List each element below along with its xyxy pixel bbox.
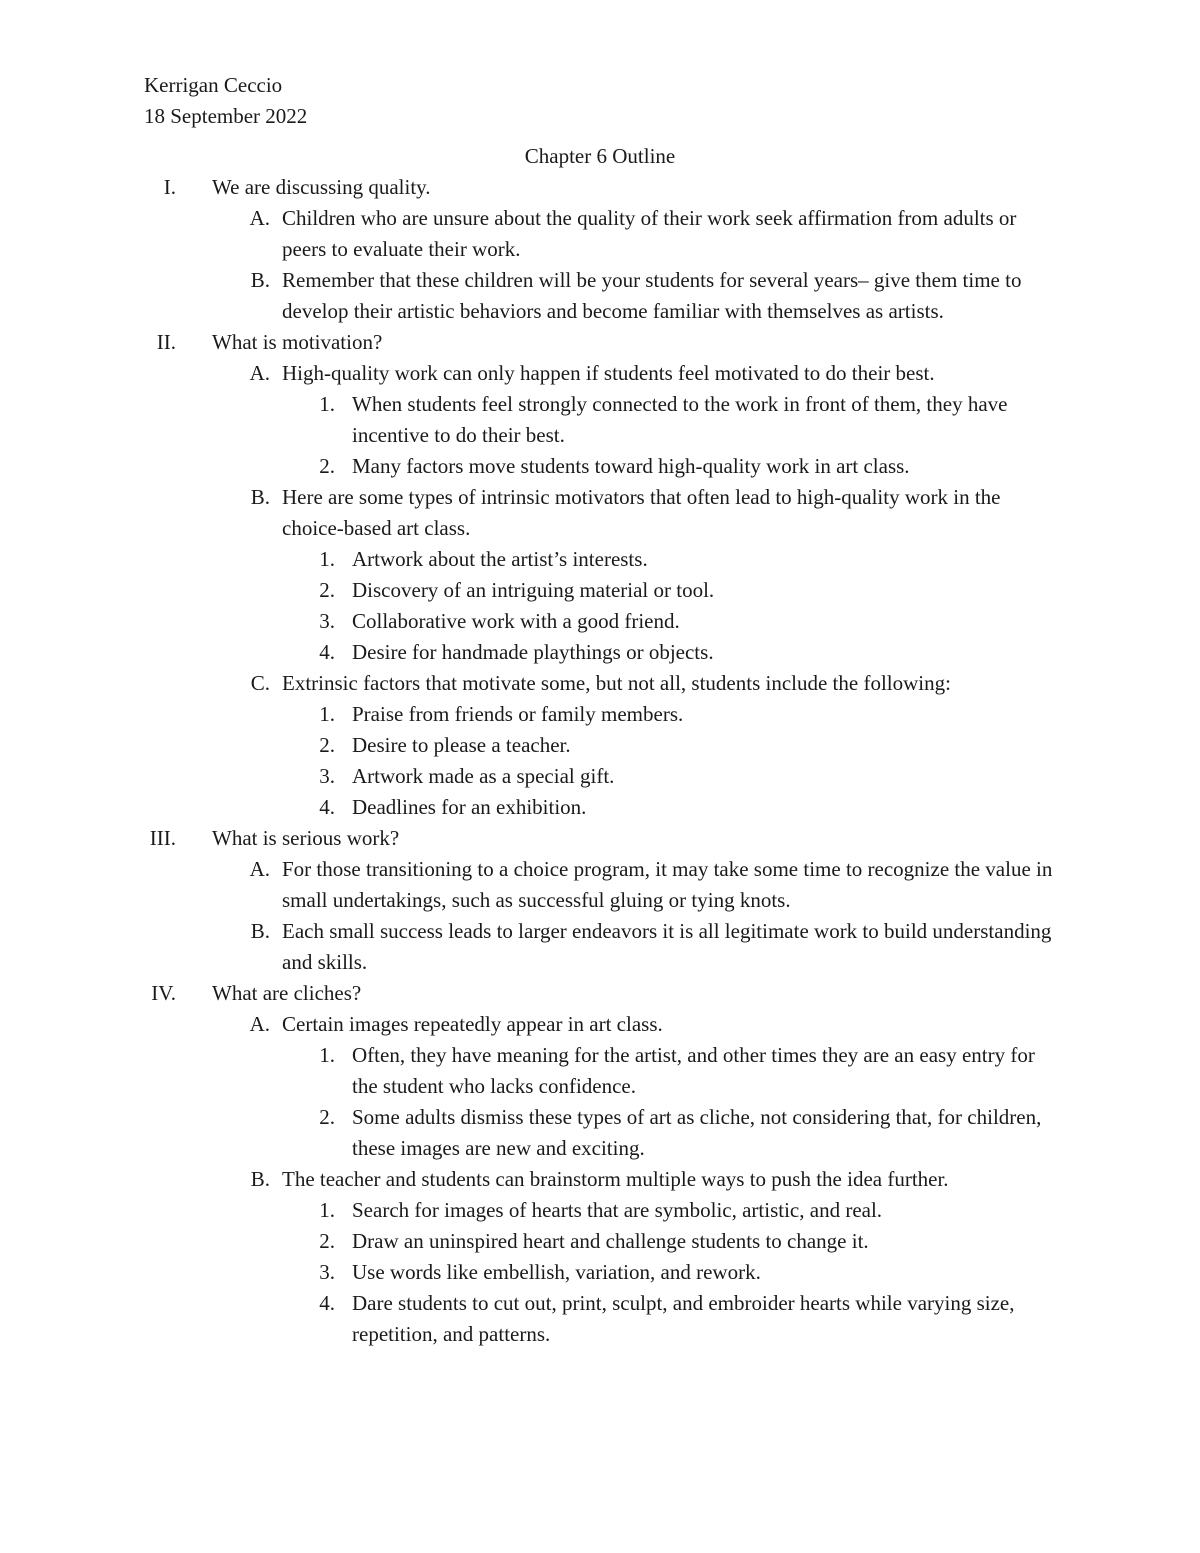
outline-subpoint xyxy=(0,203,1200,265)
outline-detail-text: Artwork made as a special gift. xyxy=(352,764,615,788)
outline-detail xyxy=(0,1040,1200,1102)
outline-detail-text: Use words like embellish, variation, and rework. xyxy=(352,1260,761,1284)
outline-section-marker: IV. xyxy=(151,981,176,1005)
outline-subpoint xyxy=(0,854,1200,916)
outline-detail-marker: 1. xyxy=(319,1043,335,1067)
outline-detail xyxy=(0,544,1200,575)
document-date: 18 September 2022 xyxy=(144,104,308,128)
outline-section-marker: I. xyxy=(163,175,176,199)
outline-subpoint xyxy=(0,482,1200,544)
outline-detail-marker: 1. xyxy=(319,702,335,726)
outline-section-text: What are cliches? xyxy=(212,981,362,1005)
outline-detail-marker: 3. xyxy=(319,764,335,788)
outline-subpoint-marker: B. xyxy=(250,1167,270,1191)
outline-section xyxy=(0,172,1200,203)
outline-detail xyxy=(0,792,1200,823)
outline-detail xyxy=(0,761,1200,792)
outline-detail-text: Some adults dismiss these types of art as cliche, not considering that, for children, these images are new and exciting. xyxy=(352,1105,1042,1160)
outline-subpoint xyxy=(0,668,1200,699)
outline-detail-marker: 2. xyxy=(319,1229,335,1253)
outline-subpoint xyxy=(0,1164,1200,1195)
outline-subpoint-marker: B. xyxy=(250,919,270,943)
outline-detail-text: Discovery of an intriguing material or tool. xyxy=(352,578,715,602)
outline-detail xyxy=(0,575,1200,606)
outline-subpoint-text: Extrinsic factors that motivate some, but not all, students include the following: xyxy=(282,671,951,695)
outline-detail-text: Search for images of hearts that are symbolic, artistic, and real. xyxy=(352,1198,883,1222)
outline-detail xyxy=(0,1102,1200,1164)
outline-detail-marker: 4. xyxy=(319,640,335,664)
outline-detail xyxy=(0,451,1200,482)
outline-detail-marker: 2. xyxy=(319,454,335,478)
outline xyxy=(0,172,1200,1350)
document-title: Chapter 6 Outline xyxy=(524,144,676,168)
outline-subpoint-text: Remember that these children will be your students for several years– give them time to develop their artistic behaviors and become familiar with themselves as artists. xyxy=(282,268,1022,323)
outline-section xyxy=(0,327,1200,358)
outline-detail xyxy=(0,1195,1200,1226)
outline-detail-marker: 1. xyxy=(319,392,335,416)
outline-subpoint xyxy=(0,265,1200,327)
outline-detail-marker: 1. xyxy=(319,547,335,571)
outline-detail xyxy=(0,1226,1200,1257)
outline-subpoint-text: High-quality work can only happen if students feel motivated to do their best. xyxy=(282,361,935,385)
outline-detail-text: Artwork about the artist’s interests. xyxy=(352,547,648,571)
outline-detail-marker: 3. xyxy=(319,1260,335,1284)
outline-detail-marker: 1. xyxy=(319,1198,335,1222)
outline-detail-text: Desire to please a teacher. xyxy=(352,733,571,757)
outline-section xyxy=(0,823,1200,854)
outline-section-marker: II. xyxy=(156,330,176,354)
outline-detail-text: Deadlines for an exhibition. xyxy=(352,795,587,819)
outline-section-marker: III. xyxy=(149,826,176,850)
outline-subpoint xyxy=(0,916,1200,978)
outline-subpoint-marker: A. xyxy=(249,206,270,230)
outline-subpoint-marker: B. xyxy=(250,485,270,509)
outline-section-text: What is serious work? xyxy=(212,826,400,850)
outline-detail-marker: 2. xyxy=(319,733,335,757)
outline-subpoint xyxy=(0,1009,1200,1040)
outline-subpoint-text: Here are some types of intrinsic motivators that often lead to high-quality work in the choice-based art class. xyxy=(282,485,1001,540)
outline-section-text: We are discussing quality. xyxy=(212,175,431,199)
author-name: Kerrigan Ceccio xyxy=(144,73,283,97)
outline-detail-text: Collaborative work with a good friend. xyxy=(352,609,680,633)
outline-detail xyxy=(0,699,1200,730)
outline-detail xyxy=(0,389,1200,451)
outline-detail xyxy=(0,1257,1200,1288)
outline-detail-text: Dare students to cut out, print, sculpt, and embroider hearts while varying size, repetition, and patterns. xyxy=(352,1291,1015,1346)
outline-subpoint-text: Certain images repeatedly appear in art class. xyxy=(282,1012,663,1036)
outline-detail xyxy=(0,730,1200,761)
outline-subpoint-text: Children who are unsure about the quality of their work seek affirmation from adults or peers to evaluate their work. xyxy=(282,206,1017,261)
outline-subpoint-marker: A. xyxy=(249,361,270,385)
outline-subpoint-marker: A. xyxy=(249,1012,270,1036)
outline-detail-text: Often, they have meaning for the artist, and other times they are an easy entry for the student who lacks confidence. xyxy=(352,1043,1035,1098)
outline-detail-marker: 4. xyxy=(319,1291,335,1315)
outline-subpoint-text: For those transitioning to a choice program, it may take some time to recognize the value in small undertakings, such as successful gluing or tying knots. xyxy=(282,857,1053,912)
outline-detail-text: Desire for handmade playthings or objects. xyxy=(352,640,714,664)
outline-subpoint-marker: B. xyxy=(250,268,270,292)
outline-detail xyxy=(0,637,1200,668)
outline-detail-marker: 2. xyxy=(319,578,335,602)
outline-subpoint-marker: A. xyxy=(249,857,270,881)
outline-section-text: What is motivation? xyxy=(212,330,383,354)
outline-detail-text: When students feel strongly connected to the work in front of them, they have incentive to do their best. xyxy=(352,392,1008,447)
outline-subpoint-marker: C. xyxy=(250,671,270,695)
outline-detail-text: Praise from friends or family members. xyxy=(352,702,684,726)
outline-detail-text: Draw an uninspired heart and challenge students to change it. xyxy=(352,1229,869,1253)
outline-detail-marker: 4. xyxy=(319,795,335,819)
outline-detail xyxy=(0,1288,1200,1350)
outline-subpoint-text: Each small success leads to larger endeavors it is all legitimate work to build understanding and skills. xyxy=(282,919,1052,974)
outline-detail-text: Many factors move students toward high-quality work in art class. xyxy=(352,454,910,478)
outline-section xyxy=(0,978,1200,1009)
outline-detail-marker: 2. xyxy=(319,1105,335,1129)
outline-subpoint xyxy=(0,358,1200,389)
outline-detail-marker: 3. xyxy=(319,609,335,633)
outline-detail xyxy=(0,606,1200,637)
outline-subpoint-text: The teacher and students can brainstorm multiple ways to push the idea further. xyxy=(282,1167,949,1191)
